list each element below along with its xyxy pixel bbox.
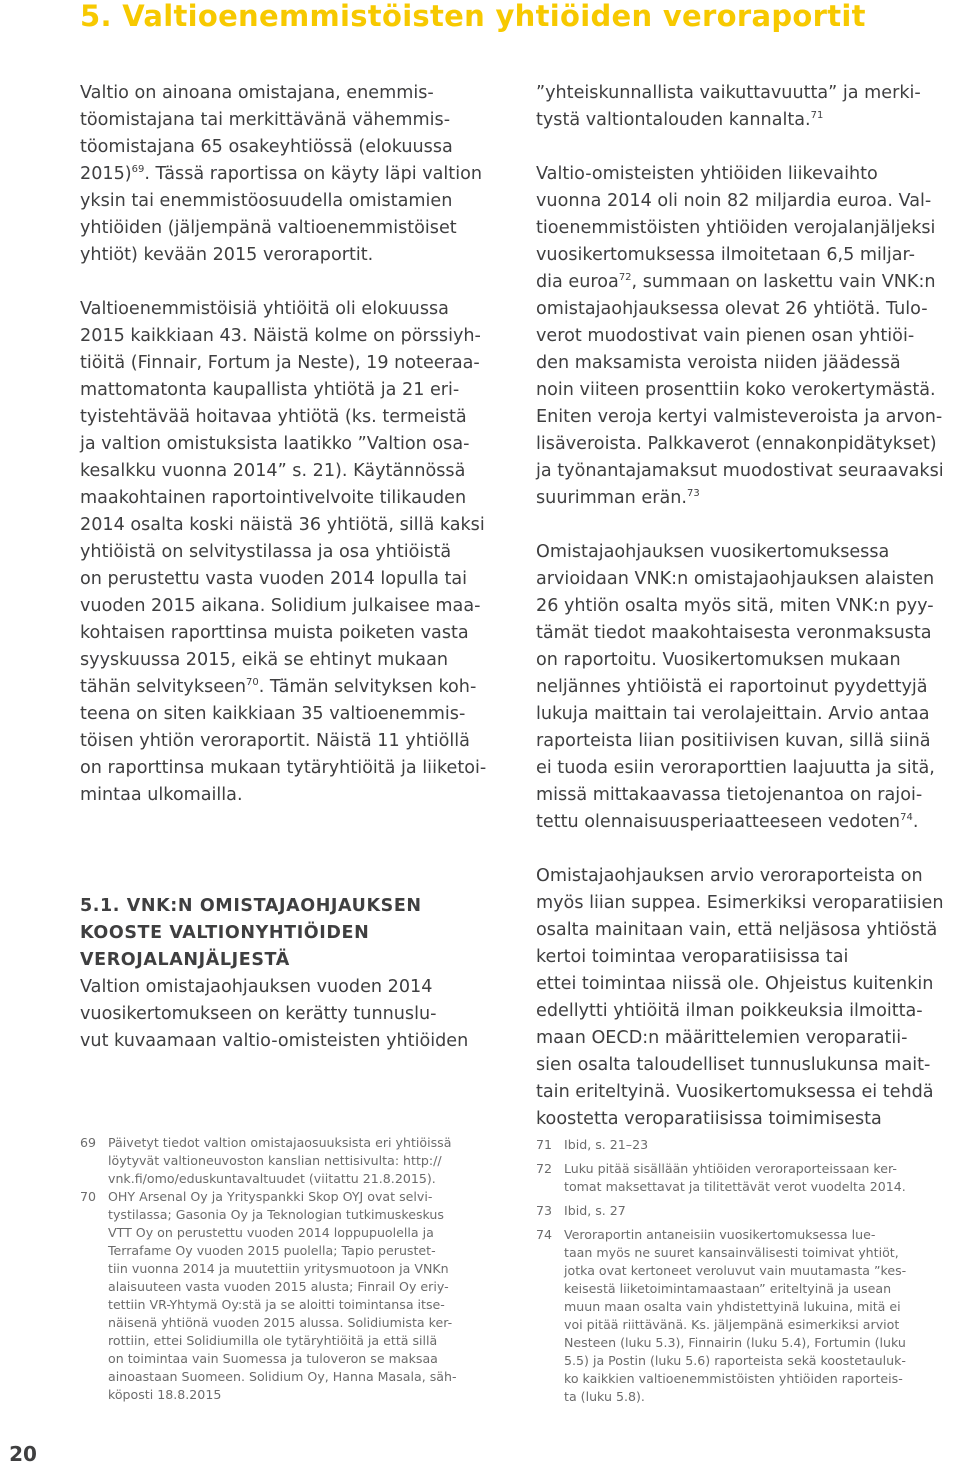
text-line: omistajaohjauksessa olevat 26 yhtiötä. Tulo-	[536, 299, 928, 319]
text-line: 2014 osalta koski näistä 36 yhtiötä, sillä kaksi	[80, 515, 485, 535]
footnote-number: 74	[536, 1227, 553, 1242]
footnote-line: 5.5) ja Postin (luku 5.6) raporteista sekä koostetauluk-	[564, 1353, 906, 1368]
footnote-71	[536, 1136, 960, 1154]
text-line: Valtio on ainoana omistajana, enemmis-	[80, 83, 434, 103]
section-intro-paragraph	[80, 974, 520, 1055]
text-line: Omistajaohjauksen vuosikertomuksessa	[536, 542, 890, 562]
text-line: missä mittakaavassa tietojenantoa on rajoi-	[536, 785, 923, 805]
text-line: tain eriteltyinä. Vuosikertomuksessa ei tehdä	[536, 1082, 934, 1102]
text-line: dia euroa$^{72}$, summaan on laskettu vain VNK:n	[536, 272, 936, 292]
text-line: on raporttinsa mukaan tytäryhtiöitä ja liiketoi-	[80, 758, 487, 778]
text-line: mattomatonta kaupallista yhtiötä ja 21 eri-	[80, 380, 460, 400]
text-line: on raportoitu. Vuosikertomuksen mukaan	[536, 650, 901, 670]
text-line: vuonna 2014 oli noin 82 miljardia euroa. Val-	[536, 191, 932, 211]
footnotes-right	[536, 1136, 960, 1406]
footnote-ref-70[interactable]: 70	[246, 677, 259, 689]
text-line: Valtioenemmistöisiä yhtiöitä oli elokuussa	[80, 299, 449, 319]
text-line: 26 yhtiön osalta myös sitä, miten VNK:n pyy-	[536, 596, 934, 616]
footnote-line: keisestä liiketoimintamaastaan” eriteltyinä ja usean	[564, 1281, 892, 1296]
text-line: töomistajana 65 osakeyhtiössä (elokuussa	[80, 137, 453, 157]
text-line: myös liian suppea. Esimerkiksi veroparatiisien	[536, 893, 944, 913]
footnote-ref-72[interactable]: 72	[618, 272, 632, 284]
footnote-line: VTT Oy on perustettu vuoden 2014 loppupuolella ja	[108, 1225, 434, 1240]
footnote-number: 69	[80, 1135, 97, 1150]
text-line: lisäveroista. Palkkaverot (ennakonpidätykset)	[536, 434, 937, 454]
footnote-line: voi pitää riittävänä. Ks. jäljempänä esimerkiksi arviot	[564, 1317, 900, 1332]
text-line: arvioidaan VNK:n omistajaohjauksen alaisten	[536, 569, 935, 589]
text-line: raporteista liian positiivisen kuvan, sillä siinä	[536, 731, 931, 751]
footnote-ref-69[interactable]: 69	[131, 164, 145, 176]
text-line: neljännes yhtiöistä ei raportoinut pyydettyjä	[536, 677, 928, 697]
footnote-line: Veroraportin antaneisiin vuosikertomuksessa lue-	[564, 1227, 876, 1242]
text-line: kesalkku vuonna 2014” s. 21). Käytännössä	[80, 461, 466, 481]
text-line: Omistajaohjauksen arvio veroraporteista on	[536, 866, 923, 886]
footnote-line: on toimintaa vain Suomessa ja tuloveron se maksaa	[108, 1351, 438, 1366]
text-line: kertoi toimintaa veroparatiisissa tai	[536, 947, 849, 967]
text-line: koostetta veroparatiisissa toimimisesta	[536, 1109, 882, 1129]
footnote-70	[80, 1188, 520, 1404]
continued-paragraph	[536, 80, 960, 134]
text-line: vut kuvaamaan valtio-omisteisten yhtiöiden	[80, 1031, 469, 1051]
footnote-line: Terrafame Oy vuoden 2015 puolella; Tapio perustet-	[108, 1243, 436, 1258]
text-line: ei tuoda esiin veroraporttien laajuutta ja sitä,	[536, 758, 935, 778]
footnote-ref-73[interactable]: 73	[686, 488, 700, 500]
footnote-line: Ibid, s. 21–23	[564, 1137, 649, 1152]
page-title: 5. Valtioenemmistöisten yhtiöiden veroraportit	[80, 0, 866, 33]
footnotes-left	[80, 1134, 520, 1404]
text-line: verot muodostivat vain pienen osan yhtiöi-	[536, 326, 915, 346]
text-line: maakohtainen raportointivelvoite tilikauden	[80, 488, 467, 508]
left-column	[80, 80, 520, 1055]
text-line: tystä valtiontalouden kannalta.$^{71}$	[536, 110, 824, 130]
text-line: edellytti yhtiöitä ilman poikkeuksia ilmoitta-	[536, 1001, 923, 1021]
text-line: mintaa ulkomailla.	[80, 785, 243, 805]
text-line: vuosikertomuksessa ilmoitetaan 6,5 miljar-	[536, 245, 915, 265]
text-line: töisen yhtiön veroraportit. Näistä 11 yhtiöllä	[80, 731, 470, 751]
text-line: yhtiöiden (jäljempänä valtioenemmistöiset	[80, 218, 457, 238]
text-line: kohtaisen raporttinsa muista poiketen vasta	[80, 623, 469, 643]
text-line: tioenemmistöisten yhtiöiden verojalanjäljeksi	[536, 218, 936, 238]
text-line: yhtiöistä on selvitystilassa ja osa yhtiöistä	[80, 542, 452, 562]
footnote-ref-74[interactable]: 74	[900, 812, 913, 824]
text-line: suurimman erän.$^{73}$	[536, 488, 700, 508]
text-line: Eniten veroja kertyi valmisteveroista ja arvon-	[536, 407, 943, 427]
footnote-link[interactable]: vnk.fi/omo/eduskuntavaltuudet (viitattu 21.8.2015).	[108, 1171, 436, 1186]
footnote-69	[80, 1134, 520, 1188]
footnote-line: tiin vuonna 2014 ja muutettiin yritysmuotoon ja VNKn	[108, 1261, 449, 1276]
text-line: osalta mainitaan vain, että neljäsosa yhtiöstä	[536, 920, 938, 940]
text-line: yksin tai enemmistöosuudella omistamien	[80, 191, 453, 211]
footnote-line: ko kaikkien valtioenemmistöisten yhtiöiden raporteis-	[564, 1371, 903, 1386]
footnote-line: Päivetyt tiedot valtion omistajaosuuksista eri yhtiöissä	[108, 1135, 452, 1150]
footnote-74	[536, 1226, 960, 1406]
page-number: 20	[9, 1442, 37, 1466]
text-line: syyskuussa 2015, eikä se ehtinyt mukaan	[80, 650, 449, 670]
text-line: ettei toimintaa niissä ole. Ohjeistus kuitenkin	[536, 974, 934, 994]
text-line: on perustettu vasta vuoden 2014 lopulla tai	[80, 569, 468, 589]
right-column	[536, 80, 960, 1133]
intro-paragraph	[80, 80, 520, 269]
tax-haven-paragraph	[536, 863, 960, 1133]
text-line: maan OECD:n määrittelemien veroparatii-	[536, 1028, 908, 1048]
footnote-number: 71	[536, 1137, 553, 1152]
footnote-ref-71[interactable]: 71	[810, 110, 824, 122]
footnote-number: 70	[80, 1189, 97, 1204]
text-line: 2015 kaikkiaan 43. Näistä kolme on pörssiyh-	[80, 326, 481, 346]
revenue-paragraph	[536, 161, 960, 512]
heading-line: KOOSTE VALTIONYHTIÖIDEN	[80, 923, 370, 943]
section-heading	[80, 809, 520, 974]
footnote-line: jotka ovat kertoneet veroluvut vain muutamasta ”kes-	[564, 1263, 907, 1278]
text-line: noin viiteen prosenttiin koko verokertymästä.	[536, 380, 936, 400]
text-line: lukuja maittain tai verolajeittain. Arvio antaa	[536, 704, 930, 724]
footnote-line: Nesteen (luku 5.3), Finnairin (luku 5.4), Fortumin (luku	[564, 1335, 906, 1350]
text-line: tyistehtävää hoitavaa yhtiötä (ks. termeistä	[80, 407, 467, 427]
text-line: vuosikertomukseen on kerätty tunnuslu-	[80, 1004, 437, 1024]
footnote-number: 73	[536, 1203, 553, 1218]
footnote-line: tystilassa; Gasonia Oy ja Teknologian tutkimuskeskus	[108, 1207, 444, 1222]
footnote-line: ainoastaan Suomeen. Solidium Oy, Hanna Masala, säh-	[108, 1369, 457, 1384]
text-line: Valtion omistajaohjauksen vuoden 2014	[80, 977, 433, 997]
text-line: ja työnantajamaksut muodostivat seuraavaksi	[536, 461, 944, 481]
assessment-paragraph	[536, 539, 960, 836]
text-line: tiöitä (Finnair, Fortum ja Neste), 19 noteeraa-	[80, 353, 480, 373]
text-line: tämät tiedot maakohtaisesta veronmaksusta	[536, 623, 932, 643]
footnote-line: köposti 18.8.2015	[108, 1387, 222, 1402]
text-line: ”yhteiskunnallista vaikuttavuutta” ja merki-	[536, 83, 921, 103]
text-line: teena on siten kaikkiaan 35 valtioenemmis-	[80, 704, 466, 724]
footnote-line: alaisuuteen vasta vuoden 2015 alusta; Finrail Oy eriy-	[108, 1279, 449, 1294]
footnote-72	[536, 1160, 960, 1196]
footnote-line: ta (luku 5.8).	[564, 1389, 645, 1404]
text-line: sien osalta taloudelliset tunnuslukunsa mait-	[536, 1055, 931, 1075]
text-line: töomistajana tai merkittävänä vähemmis-	[80, 110, 451, 130]
heading-line: VEROJALANJÄLJESTÄ	[80, 950, 290, 970]
footnote-number: 72	[536, 1161, 553, 1176]
text-line: tähän selvitykseen$^{70}$. Tämän selvityksen koh-	[80, 677, 477, 697]
companies-paragraph	[80, 296, 520, 809]
footnote-line: tomat maksettavat ja tilitettävät verot vuodelta 2014.	[564, 1179, 906, 1194]
footnote-line: taan myös ne suuret kansainvälisesti toimivat yhtiöt,	[564, 1245, 899, 1260]
text-line: vuoden 2015 aikana. Solidium julkaisee maa-	[80, 596, 481, 616]
text-line: tettu olennaisuusperiaatteeseen vedoten$^{74}$.	[536, 812, 919, 832]
text-line: yhtiöt) kevään 2015 veroraportit.	[80, 245, 374, 265]
text-line: ja valtion omistuksista laatikko ”Valtion osa-	[80, 434, 470, 454]
text-line: Valtio-omisteisten yhtiöiden liikevaihto	[536, 164, 878, 184]
text-line: 2015)$^{69}$. Tässä raportissa on käyty läpi valtion	[80, 164, 482, 184]
footnote-line: OHY Arsenal Oy ja Yrityspankki Skop OYJ ovat selvi-	[108, 1189, 433, 1204]
footnote-link[interactable]: löytyvät valtioneuvoston kanslian nettisivulta: http://	[108, 1153, 442, 1168]
footnote-line: Ibid, s. 27	[564, 1203, 626, 1218]
footnote-line: tettiin VR-Yhtymä Oy:stä ja se aloitti toimintansa itse-	[108, 1297, 445, 1312]
footnote-line: rottiin, ettei Solidiumilla ole tytäryhtiöitä ja että sillä	[108, 1333, 438, 1348]
footnote-73	[536, 1202, 960, 1220]
footnote-line: Luku pitää sisällään yhtiöiden veroraporteissaan ker-	[564, 1161, 897, 1176]
heading-line: 5.1. VNK:N OMISTAJAOHJAUKSEN	[80, 896, 422, 916]
footnote-line: muun maan osalta vain yhdistettyinä lukuina, mitä ei	[564, 1299, 901, 1314]
text-line: den maksamista veroista niiden jäädessä	[536, 353, 901, 373]
footnote-line: näisenä yhtiönä vuoden 2015 alussa. Solidiumista ker-	[108, 1315, 453, 1330]
